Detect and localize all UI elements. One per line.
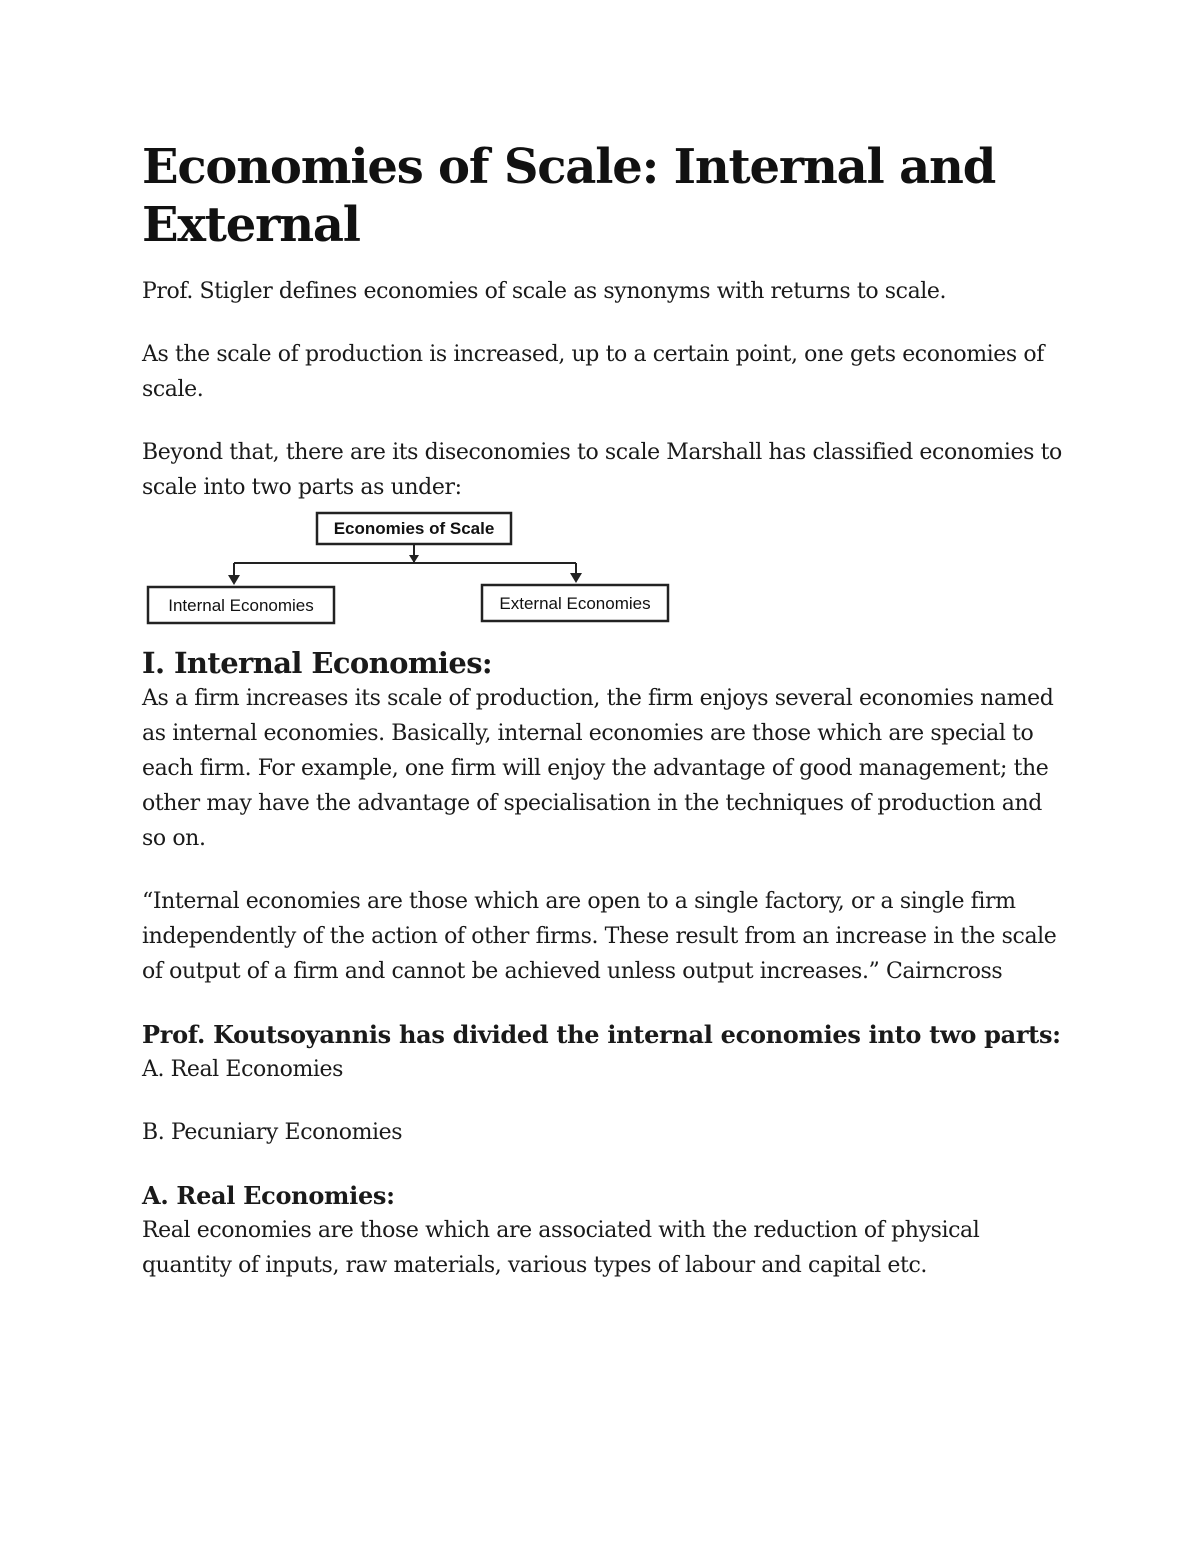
paragraph-scale-increase: As the scale of production is increased, up to a certain point, one gets economies of scale. bbox=[142, 342, 1044, 402]
economies-diagram-svg bbox=[142, 505, 682, 635]
list-item-real-economies: A. Real Economies bbox=[142, 1057, 344, 1082]
internal-economies-heading: I. Internal Economies: bbox=[142, 646, 493, 680]
document-page bbox=[142, 138, 1062, 1283]
paragraph-marshall: Beyond that, there are its diseconomies to scale Marshall has classified economies to scale into two parts as under: bbox=[142, 440, 1062, 500]
koutsoyannis-heading: Prof. Koutsoyannis has divided the internal economies into two parts: bbox=[142, 1020, 1061, 1049]
diagram-root-label: Economies of Scale bbox=[333, 519, 495, 538]
real-economies-body: Real economies are those which are associated with the reduction of physical quantity of inputs, raw materials, various types of labour and capital etc. bbox=[142, 1218, 980, 1278]
economies-diagram bbox=[142, 505, 682, 635]
diagram-right-label: External Economies bbox=[499, 594, 651, 613]
diagram-root-arrow bbox=[409, 555, 419, 563]
real-economies-heading: A. Real Economies: bbox=[142, 1181, 395, 1210]
diagram-right-arrow bbox=[570, 573, 582, 583]
diagram-left-label: Internal Economies bbox=[168, 596, 314, 615]
internal-economies-body: As a firm increases its scale of production, the firm enjoys several economies named as internal economies. Basically, internal economies are those which are special to each firm. For example, one firm will enjoy the advantage of good management; the other may have the advantage of specialisation in the techniques of production and so on. bbox=[142, 686, 1054, 851]
diagram-left-arrow bbox=[228, 575, 240, 585]
list-item-pecuniary-economies: B. Pecuniary Economies bbox=[142, 1120, 403, 1145]
paragraph-stigler: Prof. Stigler defines economies of scale as synonyms with returns to scale. bbox=[142, 279, 947, 304]
cairncross-quote: “Internal economies are those which are open to a single factory, or a single firm independently of the action of other firms. These result from an increase in the scale of output of a firm and cannot be achieved unless output increases.” Cairncross bbox=[142, 889, 1057, 984]
document-title: Economies of Scale: Internal and External bbox=[142, 139, 996, 253]
